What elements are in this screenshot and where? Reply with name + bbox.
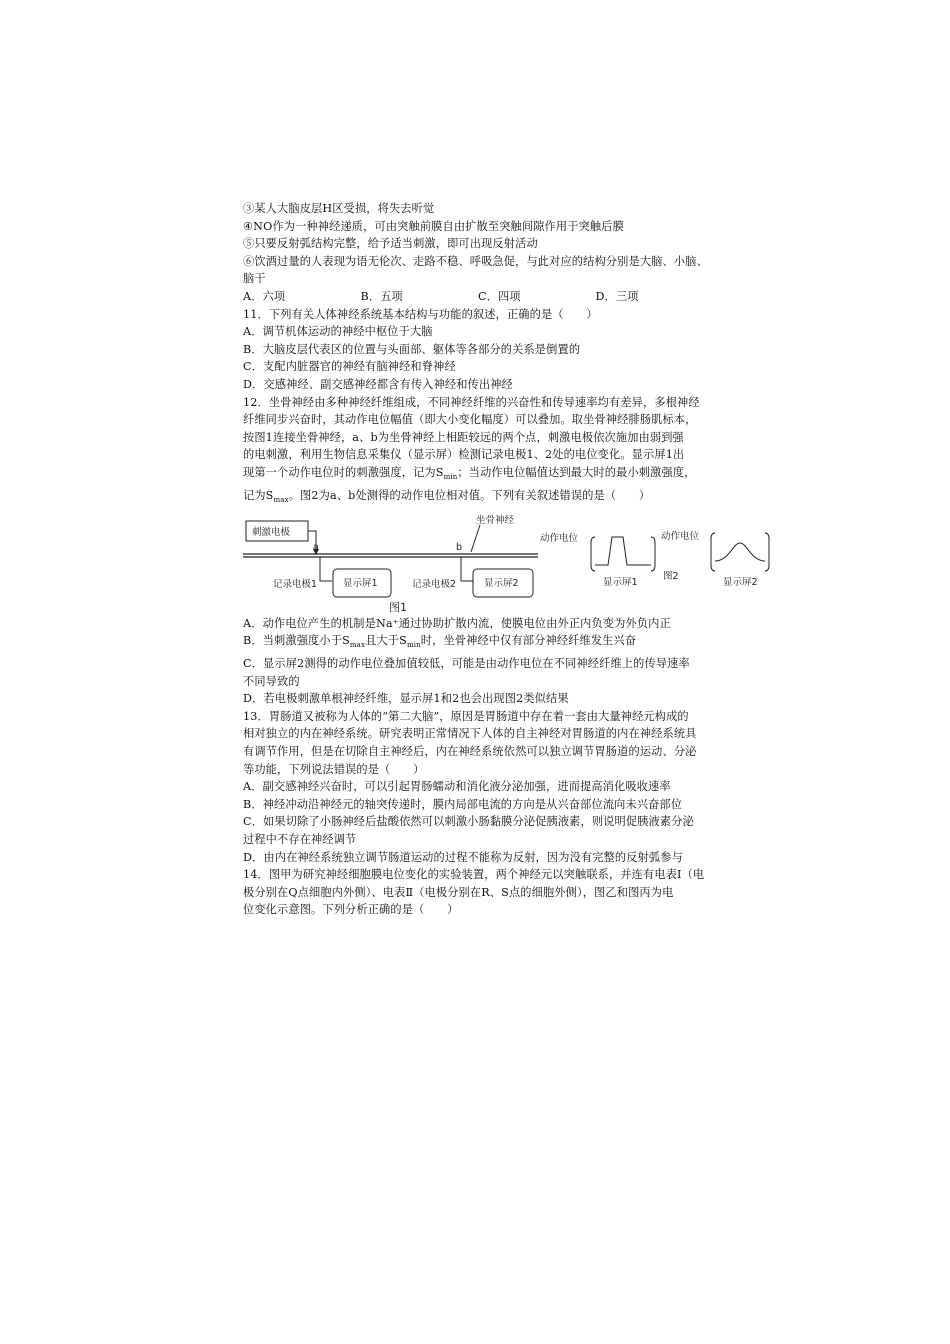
fig2-bracket-right-2 xyxy=(765,533,769,571)
rec2-lead xyxy=(461,557,473,581)
rec1-lead xyxy=(320,557,332,581)
exam-page xyxy=(243,200,758,919)
label-fig2-screen-1: 显示屏1 xyxy=(603,576,638,588)
label-fig2-screen-2: 显示屏2 xyxy=(723,576,758,588)
q12-option-a[interactable]: A．动作电位产生的机制是Na⁺通过协助扩散内流，使膜电位由外正内负变为外负内正 xyxy=(243,616,671,630)
fig2-bracket-left-2 xyxy=(711,533,715,571)
q14-stem-line: 极分别在Q点细胞内外侧）、电表Ⅱ（电极分别在R、S点的细胞外侧），图乙和图丙为电 xyxy=(243,885,674,899)
fig2-trace-1 xyxy=(595,537,651,565)
q13-stem-line: 13．胃肠道又被称为人体的“第二大脑”，原因是胃肠道中存在着一套由大量神经元构成的 xyxy=(243,709,689,723)
q12-smin-post: ；当动作电位幅值达到最大时的最小刺激强度， xyxy=(457,465,696,479)
label-point-b: b xyxy=(456,541,463,553)
statement-5: ⑤只要反射弧结构完整，给予适当刺激，即可出现反射活动 xyxy=(243,237,538,251)
q11-stem: 11．下列有关人体神经系统基本结构与功能的叙述，正确的是（ ） xyxy=(243,307,598,321)
q13-option-d[interactable]: D．由内在神经系统独立调节肠道运动的过程不能称为反射，因为没有完整的反射弧参与 xyxy=(243,850,683,864)
question-13 xyxy=(243,708,713,866)
q12-opt-b-mid: 且大于S xyxy=(365,634,407,648)
q12-smax-post: 。图2为a、b处测得的动作电位相对值。下列有关叙述错误的是（ ） xyxy=(288,488,651,502)
q10-options xyxy=(243,288,713,306)
q12-stem-smax xyxy=(243,487,713,510)
fig2-bracket-left-1 xyxy=(591,537,595,571)
fig2-trace-2 xyxy=(715,543,765,561)
q13-option-b[interactable]: B．神经冲动沿神经元的轴突传递时，膜内局部电流的方向是从兴奋部位流向未兴奋部位 xyxy=(243,797,683,811)
q12-opt-b-pre: B．当刺激强度小于S xyxy=(243,634,350,648)
q12-smin-pre: 现第一个动作电位时的刺激强度，记为S xyxy=(243,465,444,479)
q14-stem-line: 14．图甲为研究神经细胞膜电位变化的实验装置，两个神经元以突触联系，并连有电表Ⅰ（电 xyxy=(243,868,705,882)
q12-stem-line: 按图1连接坐骨神经，a、b为坐骨神经上相距较远的两个点，刺激电极依次施加由弱到强 xyxy=(243,430,684,444)
q12-smax-pre: 记为S xyxy=(243,488,274,502)
statements-block xyxy=(243,200,713,288)
q13-option-a[interactable]: A．副交感神经兴奋时，可以引起胃肠蠕动和消化液分泌加强，进而提高消化吸收速率 xyxy=(243,780,671,794)
q13-option-c[interactable]: C．如果切除了小肠神经后盐酸依然可以刺激小肠黏膜分泌促胰液素，则说明促胰液素分泌 xyxy=(243,815,694,829)
q13-option-c-cont: 过程中不存在神经调节 xyxy=(243,832,357,846)
q12-option-b[interactable] xyxy=(243,632,713,655)
statement-6: ⑥饮酒过量的人表现为语无伦次、走路不稳、呼吸急促，与此对应的结构分别是大脑、小脑、 xyxy=(243,254,708,268)
label-fig1: 图1 xyxy=(389,600,407,613)
q12-opt-b-sub2: min xyxy=(406,641,421,650)
label-stim-electrode: 刺激电极 xyxy=(252,526,291,538)
q11-option-b[interactable]: B．大脑皮层代表区的位置与头面部、躯体等各部分的关系是倒置的 xyxy=(243,342,581,356)
q13-stem-line: 相对独立的内在神经系统。研究表明正常情况下人体的自主神经对胃肠道的内在神经系统具 xyxy=(243,727,697,741)
label-fig2: 图2 xyxy=(663,570,679,582)
q10-option-a[interactable]: A．六项 xyxy=(243,289,286,303)
label-rec-electrode-1: 记录电极1 xyxy=(273,578,318,590)
q10-option-b[interactable]: B．五项 xyxy=(360,289,403,303)
q12-stem-line: 纤维同步兴奋时，其动作电位幅值（即大小变化幅度）可以叠加。取坐骨神经腓肠肌标本， xyxy=(243,413,697,427)
q12-smin-sub: min xyxy=(443,473,458,482)
label-screen-2-box: 显示屏2 xyxy=(484,577,519,589)
q12-stem-smin xyxy=(243,464,713,487)
q11-option-c[interactable]: C．支配内脏器官的神经有脑神经和脊神经 xyxy=(243,360,456,374)
label-action-potential-1: 动作电位 xyxy=(540,532,579,544)
q12-smax-sub: max xyxy=(273,495,289,504)
sciatic-nerve-leader xyxy=(471,525,480,552)
q10-option-d[interactable]: D．三项 xyxy=(595,289,639,303)
q12-stem-line: 12．坐骨神经由多种神经纤维组成，不同神经纤维的兴奋性和传导速率均有差异，多根神经 xyxy=(243,395,700,409)
q11-option-a[interactable]: A．调节机体运动的神经中枢位于大脑 xyxy=(243,325,433,339)
q14-stem-line: 位变化示意图。下列分析正确的是（ ） xyxy=(243,903,459,917)
q12-stem-line: 的电刺激，利用生物信息采集仪（显示屏）检测记录电极1、2处的电位变化。显示屏1出 xyxy=(243,448,685,462)
q12-figure xyxy=(243,513,758,613)
label-sciatic-nerve: 坐骨神经 xyxy=(476,514,515,526)
question-14 xyxy=(243,866,713,919)
q12-diagram xyxy=(243,513,778,613)
q12-option-c-cont: 不同导致的 xyxy=(243,674,300,688)
q12-opt-b-post: 时，坐骨神经中仅有部分神经纤维发生兴奋 xyxy=(420,634,637,648)
q10-option-c[interactable]: C．四项 xyxy=(478,289,521,303)
q13-stem-line: 等功能，下列说法错误的是（ ） xyxy=(243,762,425,776)
q13-stem-line: 有调节作用，但是在切除自主神经后，内在神经系统依然可以独立调节胃肠道的运动、分泌 xyxy=(243,744,697,758)
q12-opt-b-sub1: max xyxy=(349,641,366,650)
label-point-a: a xyxy=(313,541,319,553)
statement-4: ④NO作为一种神经递质，可由突触前膜自由扩散至突触间隙作用于突触后膜 xyxy=(243,219,624,233)
label-rec-electrode-2: 记录电极2 xyxy=(412,578,457,590)
fig2-bracket-right-1 xyxy=(651,537,655,571)
statement-6-cont: 脑干 xyxy=(243,272,266,286)
label-action-potential-2: 动作电位 xyxy=(661,530,700,542)
question-11 xyxy=(243,306,713,394)
q11-option-d[interactable]: D．交感神经、副交感神经都含有传入神经和传出神经 xyxy=(243,377,513,391)
statement-3: ③某人大脑皮层H区受损，将失去听觉 xyxy=(243,202,435,215)
question-12 xyxy=(243,394,758,708)
label-screen-1-box: 显示屏1 xyxy=(343,577,378,589)
q12-option-d[interactable]: D．若电极刺激单根神经纤维，显示屏1和2也会出现图2类似结果 xyxy=(243,692,569,706)
q12-option-c[interactable]: C．显示屏2测得的动作电位叠加值较低，可能是由动作电位在不同神经纤维上的传导速率 xyxy=(243,656,690,670)
